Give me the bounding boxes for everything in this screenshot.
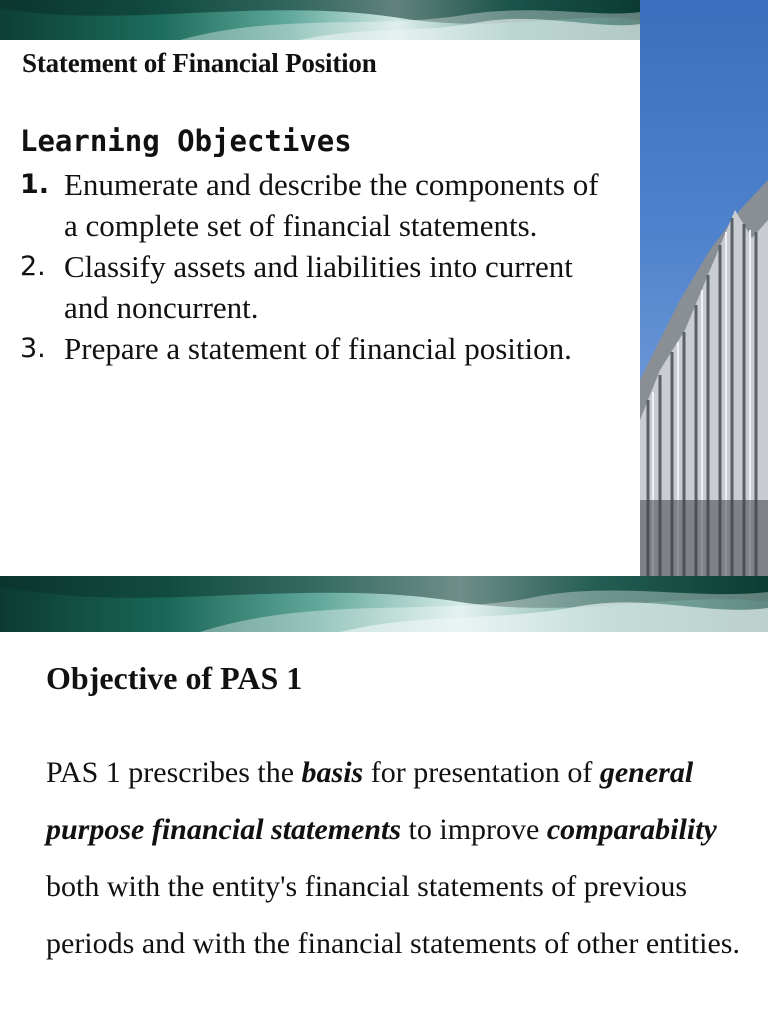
emphasis-comparability: comparability [546, 813, 717, 846]
list-number: 3. [20, 333, 46, 364]
list-text: Prepare a statement of financial position. [64, 331, 572, 366]
slide-title: Statement of Financial Position [22, 48, 377, 78]
text-run: to improve [401, 813, 547, 846]
list-number: 2. [20, 251, 46, 282]
decorative-wave-header [0, 576, 768, 632]
building-photo [640, 0, 768, 576]
objectives-list [20, 164, 620, 369]
slide-objective-pas1 [0, 576, 768, 1024]
text-run: for presentation of [363, 756, 600, 789]
decorative-wave-header [0, 0, 640, 40]
wave-graphic [0, 576, 768, 632]
list-item [20, 164, 620, 246]
list-item [20, 246, 620, 328]
emphasis-general-purpose: general purpose financial statements [46, 756, 694, 846]
text-run: PAS 1 prescribes the [46, 756, 302, 789]
list-number: 1. [20, 169, 50, 200]
text-run: both with the entity's financial statements of previous periods and with the financial statements of other entities. [46, 870, 740, 960]
list-text: Enumerate and describe the components of a complete set of financial statements. [64, 167, 599, 243]
list-item [20, 328, 620, 369]
body-paragraph [46, 744, 746, 972]
list-text: Classify assets and liabilities into current and noncurrent. [64, 249, 573, 325]
emphasis-basis: basis [301, 756, 364, 789]
slide-title: Objective of PAS 1 [46, 660, 303, 696]
wave-graphic [0, 0, 640, 40]
section-heading: Learning Objectives [20, 124, 352, 158]
building-graphic [640, 0, 768, 576]
